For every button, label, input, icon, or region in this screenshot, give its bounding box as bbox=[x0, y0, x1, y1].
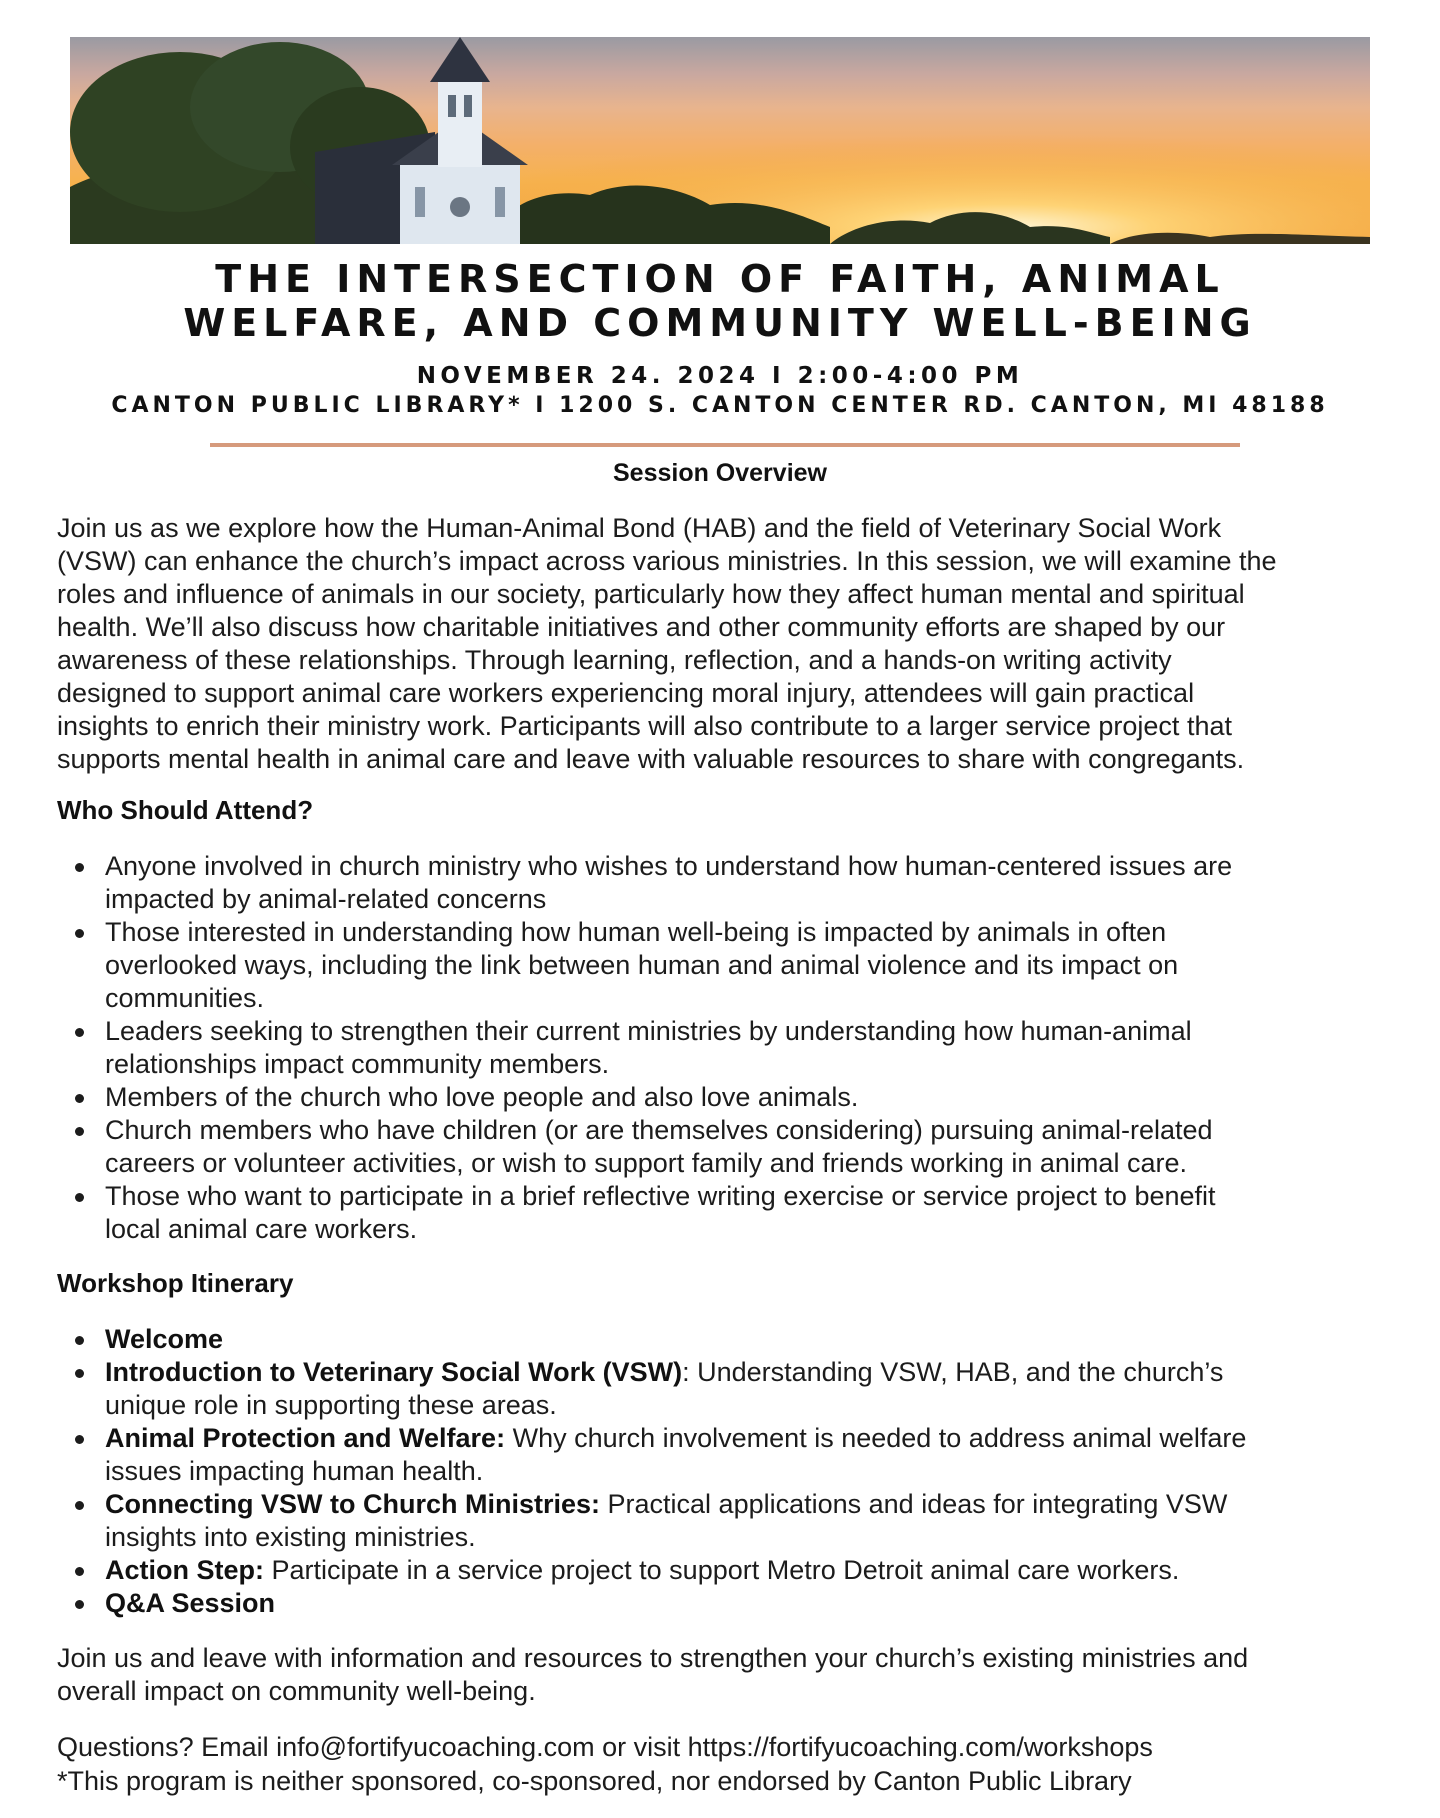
event-date-time: NOVEMBER 24. 2024 I 2:00-4:00 PM bbox=[416, 363, 1024, 389]
bullet-icon bbox=[75, 1127, 84, 1136]
overview-line: insights to enrich their ministry work. Participants will also contribute to a larger service project that bbox=[57, 711, 1232, 741]
overview-line: supports mental health in animal care and leave with valuable resources to share with congregants. bbox=[57, 744, 1245, 774]
church-sunset-illustration bbox=[70, 37, 1370, 244]
event-title-line-2: WELFARE, AND COMMUNITY WELL-BEING bbox=[183, 301, 1257, 345]
list-item: Leaders seeking to strengthen their current ministries by understanding how human-animal relationships impact community members. bbox=[57, 1015, 1387, 1081]
workshop-itinerary-list bbox=[57, 1323, 1387, 1620]
bullet-icon bbox=[75, 1193, 84, 1202]
list-item: Introduction to Veterinary Social Work (VSW): Understanding VSW, HAB, and the church’s unique role in supporting these areas. bbox=[57, 1356, 1387, 1422]
contact-info: Questions? Email info@fortifyucoaching.com or visit https://fortifyucoaching.com/workshops bbox=[57, 1732, 1153, 1762]
header-banner-image bbox=[70, 37, 1370, 244]
library-disclaimer: *This program is neither sponsored, co-sponsored, nor endorsed by Canton Public Library bbox=[57, 1766, 1132, 1796]
bullet-icon bbox=[75, 1369, 84, 1378]
list-item: Those interested in understanding how human well-being is impacted by animals in often overlooked ways, including the link between human and animal violence and its impact on communities. bbox=[57, 916, 1387, 1015]
bullet-icon bbox=[75, 1567, 84, 1576]
event-title-line-1: THE INTERSECTION OF FAITH, ANIMAL bbox=[215, 257, 1225, 301]
bullet-icon bbox=[75, 1336, 84, 1345]
bullet-icon bbox=[75, 929, 84, 938]
overview-line: (VSW) can enhance the church’s impact across various ministries. In this session, we will examine the bbox=[57, 546, 1277, 576]
bullet-icon bbox=[75, 1600, 84, 1609]
list-item: Action Step: Participate in a service project to support Metro Detroit animal care workers. bbox=[57, 1554, 1387, 1587]
divider-rule bbox=[210, 443, 1240, 447]
overview-line: awareness of these relationships. Through learning, reflection, and a hands-on writing activity bbox=[57, 645, 1172, 675]
session-overview-heading: Session Overview bbox=[612, 459, 827, 487]
who-should-attend-heading: Who Should Attend? bbox=[57, 795, 314, 825]
bullet-icon bbox=[75, 1501, 84, 1510]
list-item: Animal Protection and Welfare: Why church involvement is needed to address animal welfare issues impacting human health. bbox=[57, 1422, 1387, 1488]
bullet-icon bbox=[75, 1435, 84, 1444]
bullet-icon bbox=[75, 1094, 84, 1103]
list-item: Welcome bbox=[57, 1323, 1387, 1356]
workshop-itinerary-heading: Workshop Itinerary bbox=[57, 1268, 294, 1298]
overview-line: designed to support animal care workers experiencing moral injury, attendees will gain practical bbox=[57, 678, 1195, 708]
list-item: Anyone involved in church ministry who wishes to understand how human-centered issues are impacted by animal-related concerns bbox=[57, 850, 1387, 916]
list-item: Q&A Session bbox=[57, 1587, 1387, 1620]
list-item: Members of the church who love people and also love animals. bbox=[57, 1081, 1387, 1114]
bullet-icon bbox=[75, 1028, 84, 1037]
session-overview-paragraph bbox=[57, 512, 1397, 776]
overview-line: roles and influence of animals in our society, particularly how they affect human mental and spiritual bbox=[57, 579, 1245, 609]
list-item: Church members who have children (or are themselves considering) pursuing animal-related careers or volunteer activities, or wish to support family and friends working in animal care. bbox=[57, 1114, 1387, 1180]
overview-line: health. We’ll also discuss how charitable initiatives and other community efforts are shaped by our bbox=[57, 612, 1226, 642]
who-should-attend-list bbox=[57, 850, 1387, 1246]
closing-paragraph: Join us and leave with information and resources to strengthen your church’s existing ministries and overall impact on community well-being. bbox=[57, 1643, 1249, 1706]
bullet-icon bbox=[75, 863, 84, 872]
list-item: Connecting VSW to Church Ministries: Practical applications and ideas for integrating VSW insights into existing ministries. bbox=[57, 1488, 1387, 1554]
overview-line: Join us as we explore how the Human-Animal Bond (HAB) and the field of Veterinary Social Work bbox=[57, 513, 1222, 543]
event-venue: CANTON PUBLIC LIBRARY* I 1200 S. CANTON CENTER RD. CANTON, MI 48188 bbox=[111, 393, 1329, 418]
list-item: Those who want to participate in a brief reflective writing exercise or service project to benefit local animal care workers. bbox=[57, 1180, 1387, 1246]
